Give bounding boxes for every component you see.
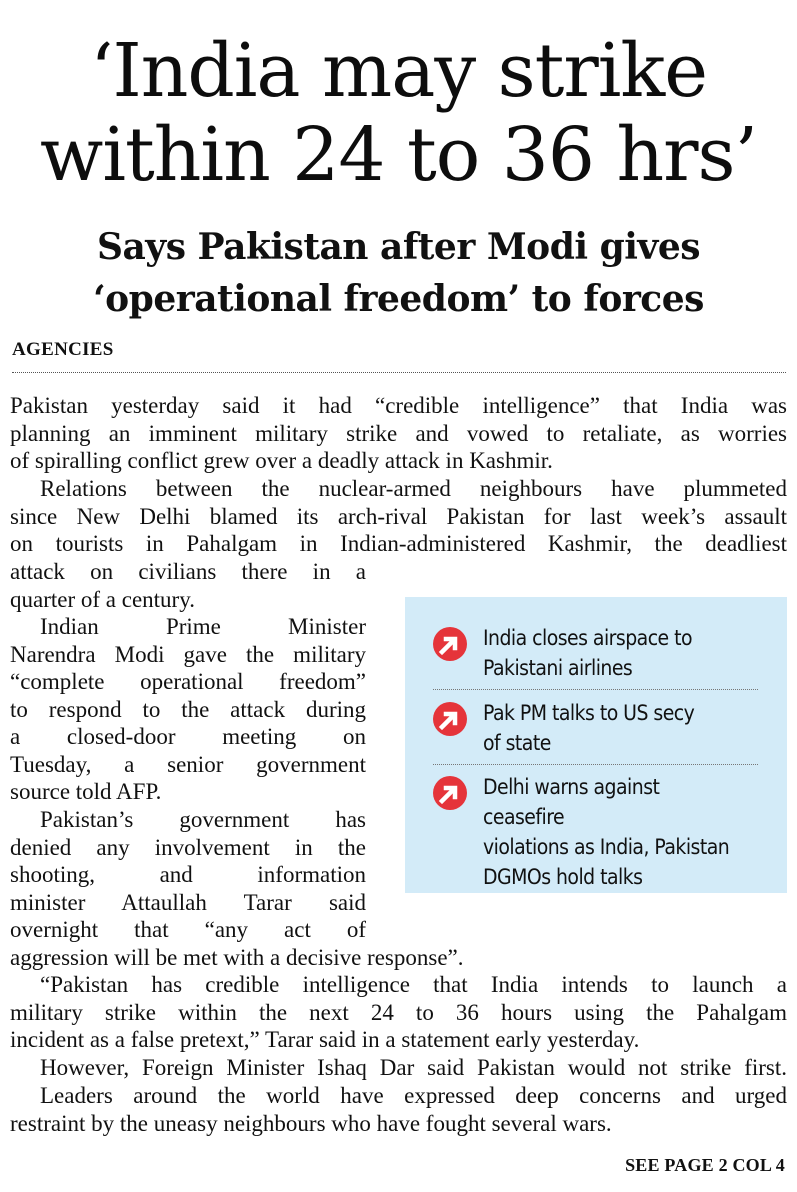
body-line: “complete operational freedom” (10, 669, 366, 694)
body-line: overnight that “any act of (10, 917, 366, 942)
subheadline-line-1: Says Pakistan after Modi gives (96, 226, 701, 268)
headline-line-2: within 24 to 36 hrs’ (40, 112, 757, 198)
body-line: Tuesday, a senior government (10, 751, 366, 777)
body-line: quarter of a century. (10, 586, 195, 612)
item-divider (433, 689, 758, 690)
subheadline-line-2: ‘operational freedom’ to forces (93, 278, 704, 320)
body-line: aggression will be met with a decisive response”. (10, 944, 464, 970)
body-line: incident as a false pretext,” Tarar said in a statement early yesterday. (10, 1027, 640, 1052)
body-line: Narendra Modi gave the military (10, 641, 366, 667)
body-line: Pakistan yesterday said it had “credible intelligence” that India was (10, 393, 787, 418)
body-line: planning an imminent military strike and vowed to retaliate, as worries (10, 420, 787, 446)
body-line: Leaders around the world have expressed deep concerns and urged (40, 1083, 787, 1108)
body-line: restraint by the uneasy neighbours who have fought several wars. (10, 1110, 612, 1136)
related-story-text: Delhi warns against ceasefire violations as India, Pakistan DGMOs hold talks (483, 775, 730, 889)
body-line: of spiralling conflict grew over a deadly attack in Kashmir. (10, 448, 553, 473)
body-line: Pakistan’s government has (40, 807, 366, 832)
body-line: attack on civilians there in a (10, 559, 366, 584)
item-divider (433, 764, 758, 765)
body-line: Indian Prime Minister (40, 614, 366, 639)
body-line: military strike within the next 24 to 36 hours using the Pahalgam (10, 999, 787, 1025)
body-line: to respond to the attack during (10, 696, 366, 722)
continued-reference: SEE PAGE 2 COL 4 (625, 1155, 785, 1175)
red-circle-arrow-icon (433, 627, 467, 661)
body-line: Relations between the nuclear-armed neighbours have plummeted (40, 476, 787, 501)
body-line: a closed-door meeting on (10, 724, 366, 749)
red-circle-arrow-icon (433, 776, 467, 810)
body-line: source told AFP. (10, 779, 162, 804)
related-story-text: Pak PM talks to US secy of state (483, 701, 695, 755)
red-circle-arrow-icon (433, 702, 467, 736)
related-stories-box (405, 597, 787, 893)
related-story-text: India closes airspace to Pakistani airlines (483, 626, 692, 680)
body-line: denied any involvement in the (10, 834, 366, 860)
body-line: “Pakistan has credible intelligence that India intends to launch a (40, 972, 787, 997)
byline: AGENCIES (12, 339, 114, 360)
headline-line-1: ‘India may strike (89, 28, 708, 114)
byline-divider (12, 372, 786, 373)
body-line: shooting, and information (10, 862, 366, 887)
body-line: since New Delhi blamed its arch-rival Pakistan for last week’s assault (10, 503, 787, 529)
body-line: on tourists in Pahalgam in Indian-administered Kashmir, the deadliest (10, 531, 787, 556)
body-line: minister Attaullah Tarar said (10, 889, 366, 915)
body-line: However, Foreign Minister Ishaq Dar said Pakistan would not strike first. (40, 1055, 787, 1080)
